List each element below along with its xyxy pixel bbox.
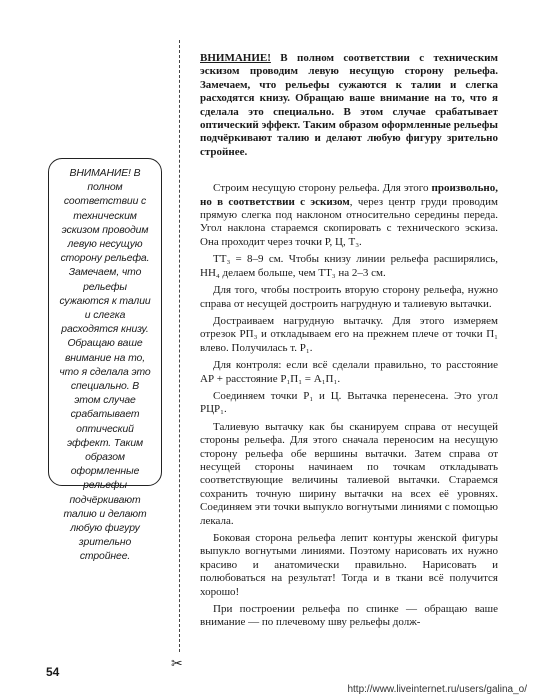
paragraph-3: Для того, чтобы построить вторую сторону рельефа, нужно справа от несущей достроить нагрудную и талиевую вытачки.	[200, 284, 498, 310]
paragraph-5: Для контроля: если всё сделали правильно, то расстояние АР + расстояние Р₁П₁ = А₁П₁.	[200, 359, 498, 385]
paragraph-1-end: , через центр груди проводим прямую слегка под наклоном относительно середины переда. Угол наклона стараемся скопировать с технического эскиза. Она проходит через точки Р, Ц, Т₃.	[200, 195, 498, 248]
paragraph-6: Соединяем точки Р₁ и Ц. Вытачка перенесена. Это угол РЦР₁.	[200, 389, 498, 416]
paragraph-9: При построении рельефа по спинке — обращаю ваше внимание — по плечевому шву рельефы долж-	[200, 603, 498, 629]
page-number: 54	[46, 665, 60, 679]
paragraph-7: Талиевую вытачку как бы сканируем справа от несущей стороны рельефа. Для этого сначала переносим на несущую сторону рельефа обе вершины вытачки. Затем справа от несущей стороны начинаем по точкам откладывать соответствующие величины талиевой вытачки. Стараемся сохранить точную ширину вытачки на всех её уровнях. Соединяем эти точки выпукло вогнутыми линиями с помощью лекала.	[200, 420, 498, 527]
paragraph-1-start: Строим несущую сторону рельефа. Для этого	[213, 182, 432, 195]
attention-text: В полном соответствии с техническим эскизом проводим левую несущую сторону рельефа. Замечаем, что рельефы сужаются к талии и слегка расходятся книзу. Обращаю ваше внимание на то, что я сделала это специально. В этом случае срабатывает оптический эффект. Таким образом оформленные рельефы подчёркивают талию и делают любую фигуру зрительно стройнее.	[200, 52, 498, 158]
attention-label: ВНИМАНИЕ!	[200, 52, 271, 64]
paragraph-1	[200, 182, 498, 249]
callout-text: ВНИМАНИЕ! В полном соответствии с техническим эскизом проводим левую несущую сторону рельефа. Замечаем, что рельефы сужаются к талии и слегка расходятся книзу. Обращаю ваше внимание на то, что я сделала это специально. В этом случае срабатывает оптический эффект. Таким образом оформленные рельефы подчёркивают талию и делают любую фигуру зрительно стройнее.	[59, 168, 151, 563]
attention-note	[200, 52, 498, 159]
paragraph-1-bold: произвольно, но в соответствии с эскизом	[200, 182, 498, 208]
cut-line-divider	[179, 40, 180, 652]
scissors-icon: ✂	[171, 656, 183, 672]
main-text-column	[200, 52, 498, 634]
watermark-url: http://www.liveinternet.ru/users/galina_o/	[347, 684, 527, 695]
paragraph-8: Боковая сторона рельефа лепит контуры женской фигуры выпукло вогнутыми линиями. Поэтому нарисовать их нужно красиво и анатомически правильно. Нарисовать и полюбоваться на результат! Тогда и в ткани всё получится хорошо!	[200, 532, 498, 598]
callout-box	[48, 158, 162, 563]
paragraph-4: Достраиваем нагрудную вытачку. Для этого измеряем отрезок РП₃ и откладываем его на прежнем плече от точки П₁ влево. Получилась т. Р₁.	[200, 314, 498, 354]
paragraph-2: ТТ₃ = 8–9 см. Чтобы книзу линии рельефа расширялись, НН₄ делаем больше, чем ТТ₃ на 2–3 см.	[200, 253, 498, 279]
